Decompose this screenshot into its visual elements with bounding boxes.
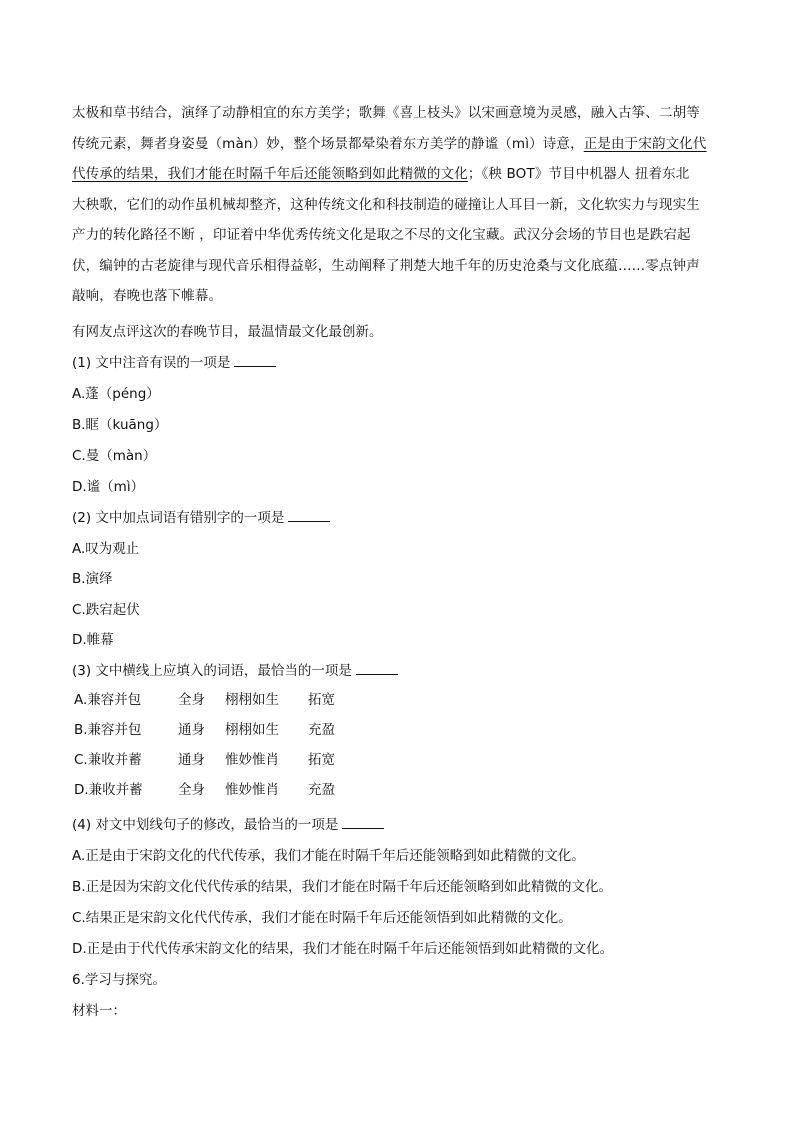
passage [72,98,726,312]
option-word: 惟妙惟肖 [225,752,279,768]
option-a: A.蓬（péng） [72,386,160,402]
option-d: D.正是由于代代传承宋韵文化的结果，我们才能在时隔千年后还能领悟到如此精微的文化。 [72,941,614,957]
option-a [74,690,335,710]
option-word: D.兼收并蓄 [74,782,143,798]
question-text: (3) 文中横线上应填入的词语，最恰当的一项是 [72,663,352,679]
question-text: (1) 文中注音有误的一项是 [72,355,231,371]
option-c: C.曼（màn） [72,448,157,464]
passage-line: 大秧歌，它们的动作虽机械却整齐，这种传统文化和科技制造的碰撞让人耳目一新，文化软实力与现实生 [72,196,700,213]
option-word: 充盈 [308,722,335,738]
option-word: 通身 [178,752,205,768]
option-b: B.眶（kuāng） [72,417,168,433]
option-word: 拓宽 [308,692,335,708]
answer-blank [342,815,384,829]
option-word: B.兼容并包 [74,722,142,738]
underlined-sentence: 正是由于宋韵文化代 [583,135,707,152]
material-label: 材料一： [72,1003,126,1019]
option-c: C.结果正是宋韵文化代代传承，我们才能在时隔千年后还能领悟到如此精微的文化。 [72,910,572,926]
option-word: 拓宽 [308,752,335,768]
option-word: 栩栩如生 [225,722,279,738]
option-word: 充盈 [308,782,335,798]
option-word: 栩栩如生 [225,692,279,708]
question-stem [72,508,330,528]
answer-blank [288,508,330,522]
option-word: 惟妙惟肖 [225,782,279,798]
underlined-sentence: 代传承的结果，我们才能在时隔千年后还能领略到如此精微的文化 [72,166,468,182]
option-word: 全身 [178,782,205,798]
option-word: C.兼收并蓄 [74,752,142,768]
option-word: 通身 [178,722,205,738]
passage-line: 伏，编钟的古老旋律与现代音乐相得益彰，生动阐释了荆楚大地千年的历史沧桑与文化底蕴……零点钟声 [72,257,700,274]
passage-line [72,129,726,160]
passage-line: 敲响，春晚也落下帷幕。 [72,288,223,304]
option-c: C.跌宕起伏 [72,602,140,618]
question-stem [72,353,276,373]
option-d: D.帷幕 [72,632,114,648]
option-b: B.演绎 [72,571,113,587]
answer-blank [356,661,398,675]
option-word: A.兼容并包 [74,692,142,708]
passage-line: 产力的转化路径不断 ，印证着中华优秀传统文化是取之不尽的文化宝藏。武汉分会场的节目也是跌宕起 [72,227,691,243]
passage-line [72,159,726,190]
option-b: B.正是因为宋韵文化代代传承的结果，我们才能在时隔千年后还能领略到如此精微的文化。 [72,879,613,895]
question-text: (2) 文中加点词语有错别字的一项是 [72,510,285,526]
question-text: (4) 对文中划线句子的修改，最恰当的一项是 [72,817,339,833]
option-a: A.叹为观止 [72,541,140,557]
passage-line: 太极和草书结合，演绎了动静相宜的东方美学；歌舞《喜上枝头》以宋画意境为灵感，融入古筝、二胡等 [72,105,700,121]
answer-blank [234,353,276,367]
passage-text: ；《秧 BOT》节目中机器人 扭着东北 [467,166,690,182]
comment-line: 有网友点评这次的春晚节目，最温情最文化最创新。 [72,324,383,340]
option-b [74,720,335,740]
option-word: 全身 [178,692,205,708]
passage-text: 传统元素，舞者身姿曼（màn）妙，整个场景都晕染着东方美学的静谧（mì）诗意， [72,135,584,152]
option-c [74,750,335,770]
option-d: D.谧（mì） [72,479,145,495]
question-stem [72,661,398,681]
option-a: A.正是由于宋韵文化的代代传承，我们才能在时隔千年后还能领略到如此精微的文化。 [72,848,585,864]
option-d [74,780,335,800]
section-heading: 6.学习与探究。 [72,972,166,988]
question-stem [72,815,384,835]
